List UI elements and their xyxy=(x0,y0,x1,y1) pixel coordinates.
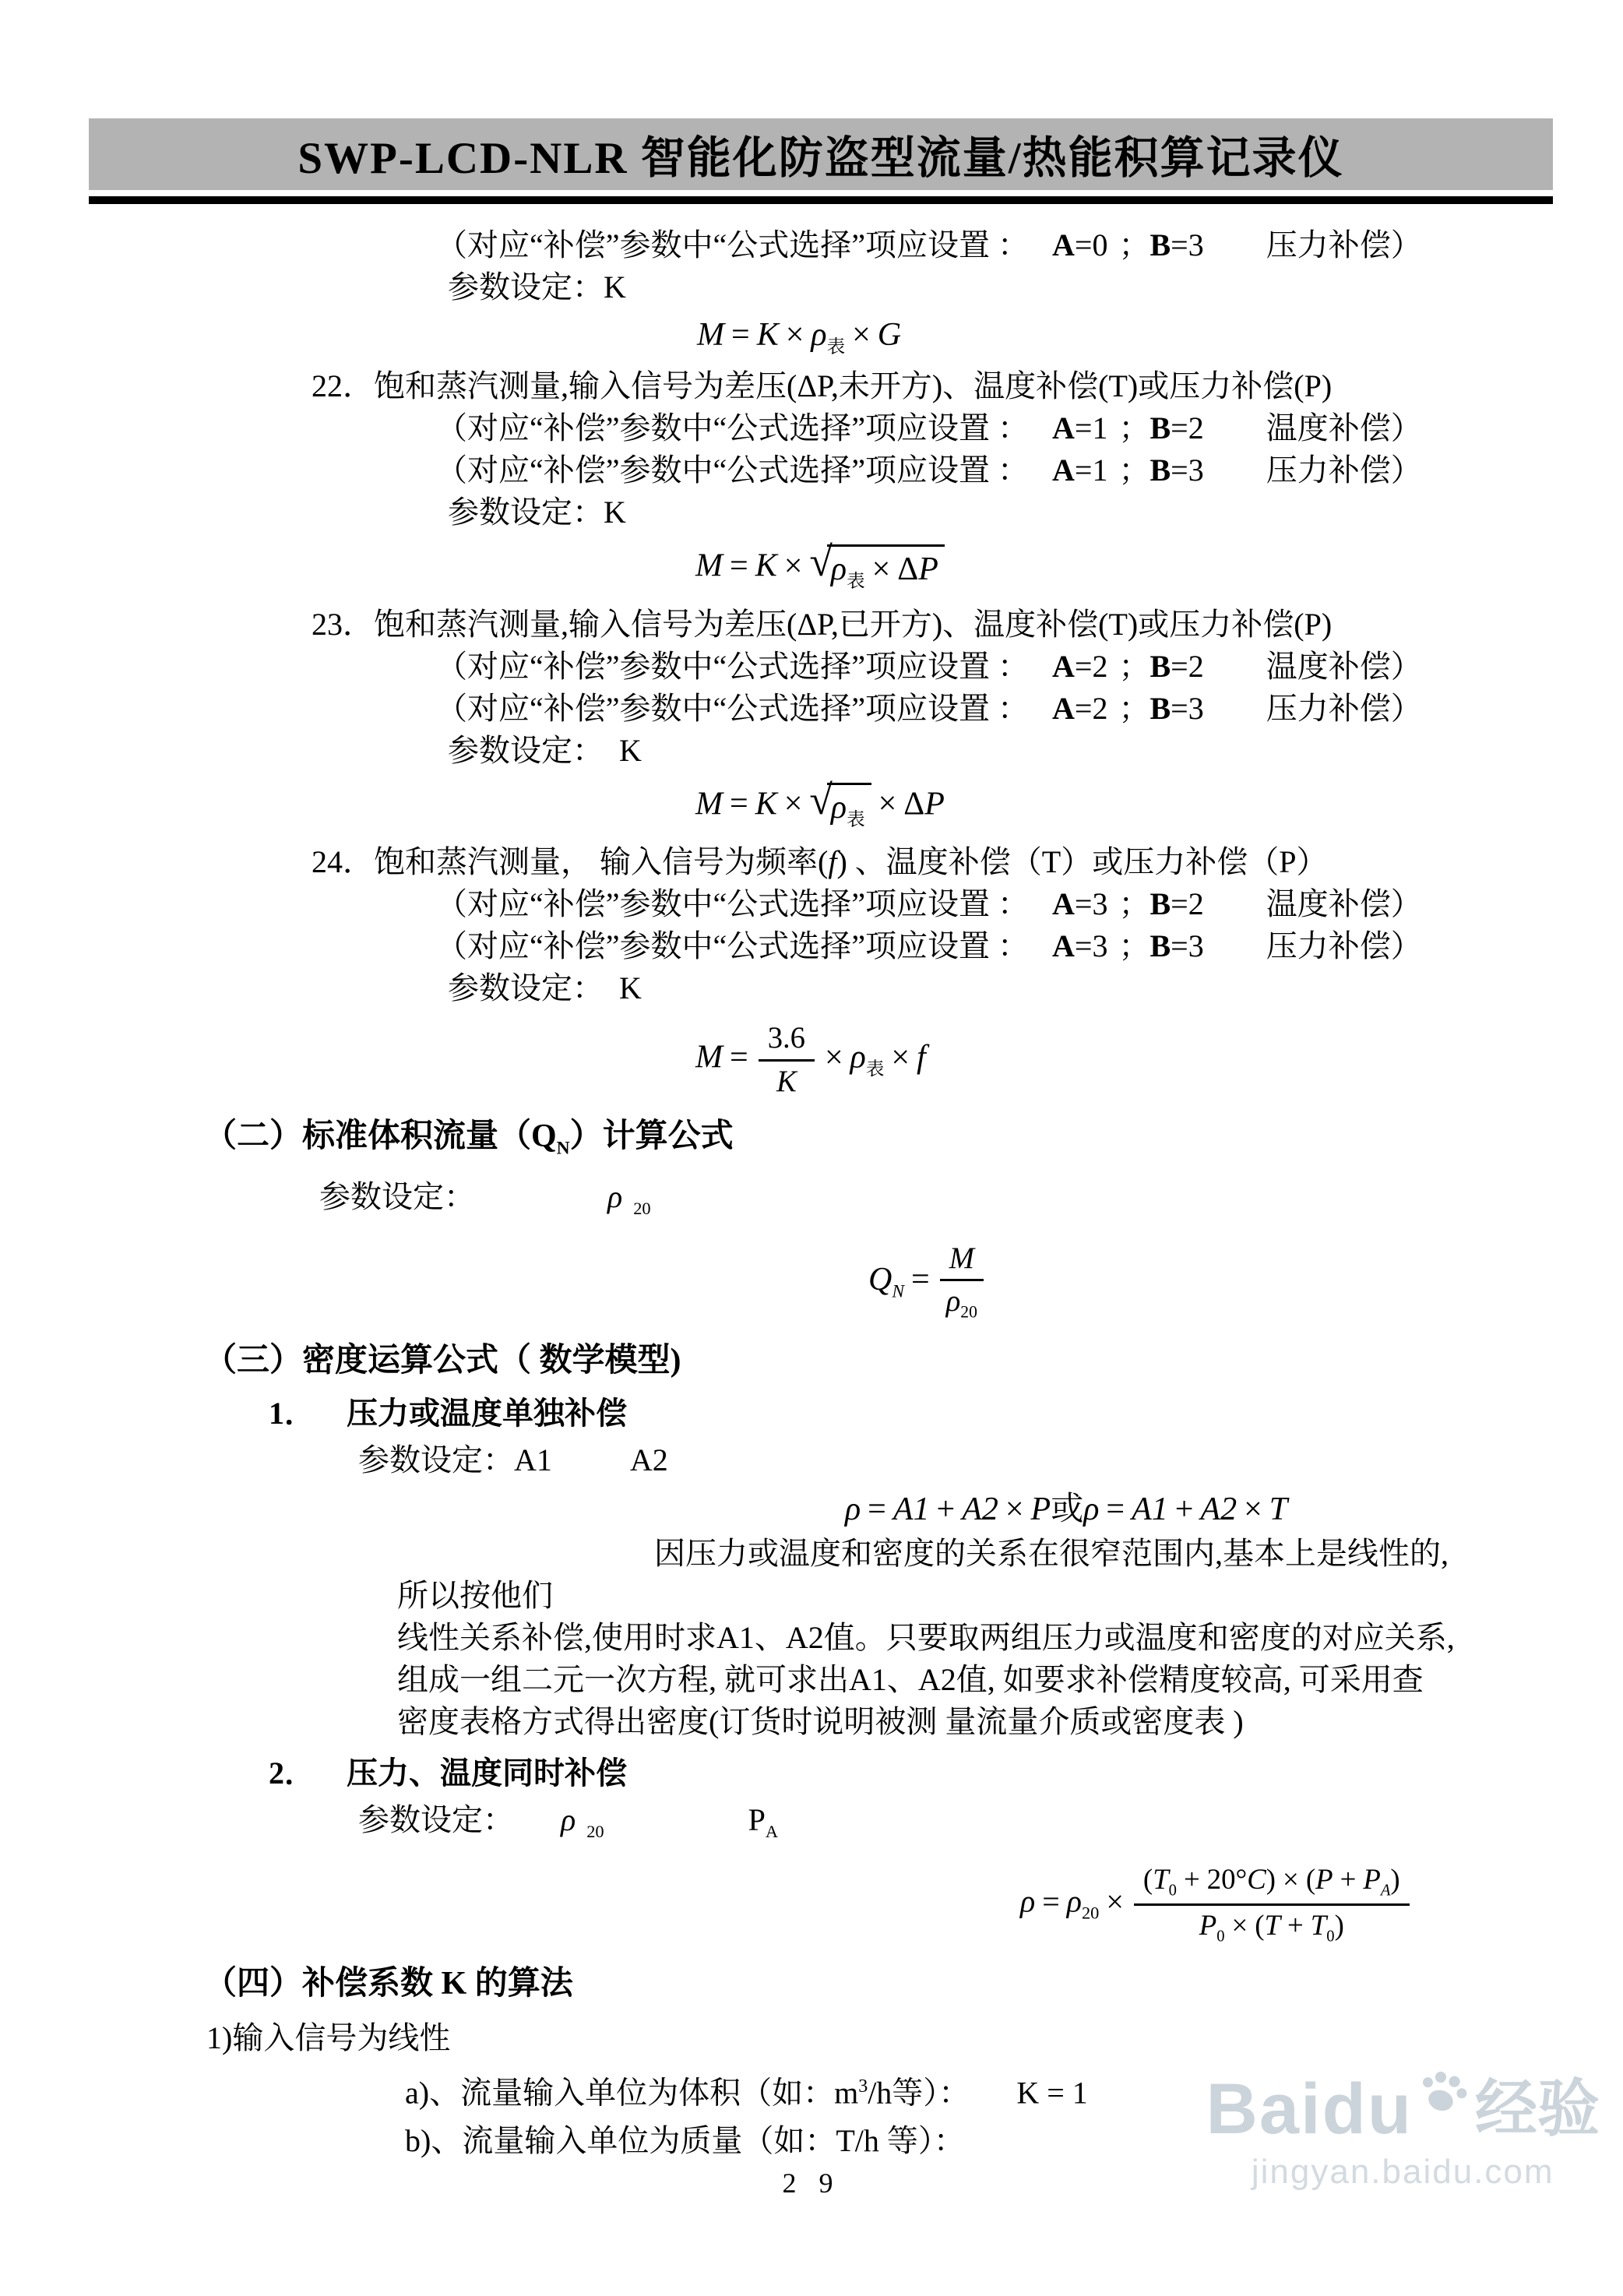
radicand xyxy=(827,544,945,592)
var-M: M xyxy=(695,786,723,822)
param-setting-line xyxy=(319,1176,1623,1230)
param-b-label: B xyxy=(1149,928,1171,964)
subscript-A: A xyxy=(1380,1882,1391,1900)
param-label: 参数设定： xyxy=(358,1442,514,1477)
times-sign: × xyxy=(1005,1491,1024,1527)
param-setting-line: 参数设定：K xyxy=(448,269,626,305)
subsection-number: 1． xyxy=(269,1395,315,1431)
page-number: 2 9 xyxy=(782,2167,841,2199)
note-separator: ； xyxy=(1118,410,1150,446)
var-P: P xyxy=(1030,1491,1051,1527)
var-K: K xyxy=(755,548,777,584)
param-a-value: =0 xyxy=(1074,227,1108,262)
var-A1: A1 xyxy=(1132,1491,1168,1527)
param-a-value: =3 xyxy=(1074,928,1108,964)
param-a-value: =1 xyxy=(1074,453,1108,488)
note-separator: ； xyxy=(1118,453,1150,488)
equals-sign: = xyxy=(868,1491,886,1527)
item-23: 23．饱和蒸汽测量,输入信号为差压(ΔP,已开方)、温度补偿(T)或压力补偿(P) xyxy=(312,606,1333,642)
param-a-value: =2 xyxy=(1074,690,1108,726)
param-b-label: B xyxy=(1149,886,1171,922)
algo-line-1: 1)输入信号为线性 xyxy=(206,2020,451,2055)
var-T: T xyxy=(1269,1491,1288,1527)
fraction-denominator xyxy=(1199,1906,1344,1946)
param-b-value: =2 xyxy=(1171,410,1204,446)
var-f: f xyxy=(828,844,837,880)
subsection-title: 压力或温度单独补偿 xyxy=(347,1395,627,1431)
section-heading-3: （三）密度运算公式（ 数学模型) xyxy=(204,1342,681,1379)
subscript-20: 20 xyxy=(960,1302,977,1322)
formula-select-note xyxy=(436,925,1623,967)
section-heading-2 xyxy=(204,1114,1623,1171)
compensation-type: 压力补偿） xyxy=(1266,928,1422,964)
var-rho: ρ xyxy=(845,1491,861,1527)
var-rho: ρ xyxy=(830,551,847,588)
formula-select-note xyxy=(436,407,1623,449)
param-label: 参数设定： xyxy=(319,1178,475,1214)
plus-sign: + xyxy=(1340,1862,1357,1895)
subscript-20: 20 xyxy=(633,1198,651,1218)
param-b-value: =3 xyxy=(1171,690,1204,726)
formula-select-note xyxy=(436,646,1623,688)
var-Q: Q xyxy=(868,1261,892,1298)
note-pre: （对应“补偿”参数中“公式选择”项应设置 ： xyxy=(436,453,1030,488)
number-20deg: 20° xyxy=(1206,1862,1248,1895)
var-K: K xyxy=(755,786,777,822)
param-setting-line: 参数设定： K xyxy=(448,732,642,768)
formula-standard-volume xyxy=(868,1242,1623,1322)
note-pre: （对应“补偿”参数中“公式选择”项应设置 ： xyxy=(436,690,1030,726)
algo-a-text: a)、流量输入单位为体积（如：m xyxy=(405,2075,859,2111)
fraction xyxy=(759,1022,815,1098)
subsection-title: 压力、温度同时补偿 xyxy=(347,1755,627,1791)
paragraph-line: 密度表格方式得出密度(订货时说明被测 量流量介质或密度表 ) xyxy=(397,1703,1244,1739)
var-P: P xyxy=(918,551,938,588)
algo-line-b: b)、流量输入单位为质量（如：T/h 等）： xyxy=(405,2123,965,2159)
times-sign: × xyxy=(1231,1908,1248,1941)
subscript-biao: 表 xyxy=(847,571,865,592)
header-rule xyxy=(89,196,1553,204)
times-sign: × xyxy=(878,786,897,822)
subscript-20: 20 xyxy=(586,1821,604,1841)
item-24-pre: 24．饱和蒸汽测量， 输入信号为频率( xyxy=(312,844,829,880)
plus-sign: + xyxy=(1183,1862,1200,1895)
subscript-0: 0 xyxy=(1168,1882,1177,1900)
watermark-url: jingyan.baidu.com xyxy=(1251,2153,1554,2191)
times-sign: × xyxy=(891,1039,910,1076)
var-G: G xyxy=(877,317,902,353)
radicand xyxy=(827,783,871,830)
compensation-type: 温度补偿） xyxy=(1266,410,1422,446)
heading-text: （四）补偿系数 xyxy=(204,1966,442,2002)
paragraph-line: 因压力或温度和密度的关系在很窄范围内,基本上是线性的, xyxy=(654,1535,1449,1571)
equals-sign: = xyxy=(730,548,748,584)
subsection-1 xyxy=(269,1393,1623,1435)
heading-text: ）计算公式 xyxy=(569,1118,734,1155)
times-sign: × xyxy=(871,551,891,588)
formula-sqrt-full xyxy=(695,538,1623,592)
formula-select-note xyxy=(436,224,1623,266)
paren: ) xyxy=(1266,1862,1276,1895)
param-a-label: A xyxy=(1052,453,1075,488)
var-K: K xyxy=(756,317,779,353)
formula-frequency xyxy=(695,1022,1623,1098)
square-root xyxy=(809,538,945,592)
param-b-value: =3 xyxy=(1171,453,1204,488)
paren: ) xyxy=(1334,1908,1344,1941)
var-A2: A2 xyxy=(1200,1491,1237,1527)
equals-sign: = xyxy=(731,317,750,353)
heading-text: 的算法 xyxy=(466,1966,573,2002)
note-separator: ； xyxy=(1118,227,1150,262)
paragraph-line: 组成一组二元一次方程, 就可求出A1、A2值, 如要求补偿精度较高, 可采用查 xyxy=(397,1661,1424,1697)
note-separator: ； xyxy=(1118,690,1150,726)
k-equals-1: K = 1 xyxy=(1016,2075,1088,2111)
param-b-label: B xyxy=(1149,227,1171,262)
equals-sign: = xyxy=(1106,1491,1125,1527)
note-pre: （对应“补偿”参数中“公式选择”项应设置 ： xyxy=(436,886,1030,922)
times-sign: × xyxy=(1283,1862,1299,1895)
var-T0: T xyxy=(1310,1908,1327,1941)
param-b-label: B xyxy=(1149,453,1171,488)
formula-select-note xyxy=(436,883,1623,925)
var-M: M xyxy=(695,548,723,584)
param-a-value: =1 xyxy=(1074,410,1108,446)
times-sign: × xyxy=(852,317,871,353)
watermark xyxy=(1206,2069,1600,2192)
subscript-0: 0 xyxy=(1326,1928,1335,1946)
var-A2: A2 xyxy=(962,1491,998,1527)
formula-density-full xyxy=(1020,1864,1623,1946)
item-22: 22．饱和蒸汽测量,输入信号为差压(ΔP,未开方)、温度补偿(T)或压力补偿(P) xyxy=(312,368,1333,404)
paren: ( xyxy=(1142,1862,1153,1895)
var-rho20: ρ xyxy=(1066,1883,1082,1919)
watermark-brand: Baidu xyxy=(1206,2069,1413,2149)
fraction-numerator xyxy=(1134,1864,1410,1906)
item-24-post: ) 、温度补偿（T）或压力补偿（P） xyxy=(836,844,1328,880)
subscript-A: A xyxy=(765,1821,779,1841)
subscript-20: 20 xyxy=(1081,1903,1100,1923)
plus-sign: + xyxy=(1287,1908,1304,1941)
subscript-N: N xyxy=(556,1138,570,1159)
plus-sign: + xyxy=(936,1491,956,1527)
subsection-number: 2． xyxy=(269,1755,315,1791)
var-M: M xyxy=(697,317,724,353)
var-K: K xyxy=(441,1966,467,2002)
var-P0: P xyxy=(1199,1908,1217,1941)
var-rho: ρ xyxy=(1020,1883,1036,1919)
var-P: P xyxy=(1315,1862,1333,1895)
var-rho: ρ xyxy=(830,789,847,826)
param-b-label: B xyxy=(1149,690,1171,726)
times-sign: × xyxy=(824,1039,843,1076)
note-separator: ； xyxy=(1118,648,1150,684)
equals-sign: = xyxy=(730,786,748,822)
compensation-type: 压力补偿） xyxy=(1266,453,1422,488)
formula-sqrt-rho xyxy=(695,776,1623,830)
paren: ( xyxy=(1255,1908,1265,1941)
param-a-label: A xyxy=(1052,648,1075,684)
param-setting-line xyxy=(358,1799,1623,1853)
var-f: f xyxy=(917,1039,926,1076)
param-a-value: =2 xyxy=(1074,648,1108,684)
section-heading-4 xyxy=(204,1961,1623,2006)
param-b-label: B xyxy=(1149,410,1171,446)
param-setting-line xyxy=(358,1439,1623,1481)
paren: ) xyxy=(1390,1862,1400,1895)
note-separator: ； xyxy=(1118,886,1150,922)
compensation-type: 温度补偿） xyxy=(1266,886,1422,922)
compensation-type: 压力补偿） xyxy=(1266,227,1422,262)
equals-sign: = xyxy=(730,1039,748,1076)
param-setting-line: 参数设定： K xyxy=(448,970,642,1006)
page-header-banner xyxy=(89,118,1553,190)
algo-a-text: /h等）： xyxy=(868,2075,970,2111)
param-b-value: =3 xyxy=(1171,928,1204,964)
subsection-2 xyxy=(269,1752,1623,1794)
note-separator: ； xyxy=(1118,928,1150,964)
paragraph-line: 线性关系补偿,使用时求A1、A2值。只要取两组压力或温度和密度的对应关系, xyxy=(397,1619,1455,1655)
param-A2: A2 xyxy=(629,1442,668,1477)
var-T: T xyxy=(1264,1908,1281,1941)
note-pre: （对应“补偿”参数中“公式选择”项应设置 ： xyxy=(436,227,1030,262)
var-T0: T xyxy=(1153,1862,1169,1895)
fraction-denominator xyxy=(946,1281,977,1322)
param-b-value: =2 xyxy=(1171,648,1204,684)
watermark-suffix: 经验 xyxy=(1475,2074,1600,2143)
fraction-denominator: K xyxy=(776,1065,797,1098)
equals-sign: = xyxy=(911,1261,930,1298)
var-P: P xyxy=(748,1801,766,1837)
times-sign: × xyxy=(1106,1883,1124,1919)
param-b-label: B xyxy=(1149,648,1171,684)
param-A1: A1 xyxy=(514,1442,552,1477)
equals-sign: = xyxy=(1042,1883,1060,1919)
delta-sign: Δ xyxy=(897,551,919,588)
times-sign: × xyxy=(783,548,803,584)
fraction-numerator: M xyxy=(940,1242,984,1282)
note-pre: （对应“补偿”参数中“公式选择”项应设置 ： xyxy=(436,928,1030,964)
radical-sign: √ xyxy=(809,776,833,823)
watermark-brand-row xyxy=(1206,2069,1600,2149)
param-label: 参数设定： xyxy=(358,1801,514,1837)
subscript-biao: 表 xyxy=(826,336,846,357)
fraction-numerator: 3.6 xyxy=(759,1022,815,1062)
item-24 xyxy=(312,841,1623,883)
note-pre: （对应“补偿”参数中“公式选择”项应设置 ： xyxy=(436,648,1030,684)
param-a-label: A xyxy=(1052,410,1075,446)
param-b-value: =2 xyxy=(1171,886,1204,922)
param-b-value: =3 xyxy=(1171,227,1204,262)
var-rho: ρ xyxy=(561,1801,576,1837)
radical-sign: √ xyxy=(809,538,833,586)
times-sign: × xyxy=(785,317,804,353)
subscript-N: N xyxy=(892,1281,905,1302)
compensation-type: 压力补偿） xyxy=(1266,690,1422,726)
document-body xyxy=(0,224,1623,2162)
var-P: P xyxy=(924,786,945,822)
subscript-0: 0 xyxy=(1216,1928,1225,1946)
plus-sign: + xyxy=(1174,1491,1194,1527)
var-C: C xyxy=(1247,1862,1266,1895)
fraction xyxy=(1134,1864,1410,1946)
heading-text: （二）标准体积流量（Q xyxy=(204,1118,557,1155)
param-a-value: =3 xyxy=(1074,886,1108,922)
or-word: 或 xyxy=(1051,1491,1084,1527)
paragraph-line: 所以按他们 xyxy=(397,1577,553,1613)
var-PA: P xyxy=(1363,1862,1381,1895)
square-root xyxy=(809,776,871,830)
subscript-biao: 表 xyxy=(865,1059,885,1080)
var-rho: ρ xyxy=(1083,1491,1100,1527)
compensation-type: 温度补偿） xyxy=(1266,648,1422,684)
note-pre: （对应“补偿”参数中“公式选择”项应设置 ： xyxy=(436,410,1030,446)
param-a-label: A xyxy=(1052,690,1075,726)
var-M: M xyxy=(695,1039,723,1076)
page-title: SWP-LCD-NLR 智能化防盗型流量/热能积算记录仪 xyxy=(297,134,1344,183)
formula-select-note xyxy=(436,688,1623,730)
delta-sign: Δ xyxy=(903,786,925,822)
var-rho: ρ xyxy=(607,1178,623,1214)
fraction xyxy=(940,1242,984,1322)
var-rho: ρ xyxy=(945,1285,961,1319)
formula-mass-flow-g xyxy=(697,316,1623,357)
subscript-biao: 表 xyxy=(847,809,865,830)
var-rho: ρ xyxy=(850,1039,866,1076)
param-a-label: A xyxy=(1052,928,1075,964)
superscript-3: 3 xyxy=(858,2076,868,2097)
formula-density-linear xyxy=(845,1491,1623,1528)
param-setting-line: 参数设定：K xyxy=(448,495,626,530)
times-sign: × xyxy=(783,786,803,822)
paren: ( xyxy=(1305,1862,1316,1895)
param-a-label: A xyxy=(1052,227,1075,262)
param-a-label: A xyxy=(1052,886,1075,922)
var-A1: A1 xyxy=(892,1491,930,1527)
formula-select-note xyxy=(436,449,1623,491)
times-sign: × xyxy=(1244,1491,1262,1527)
var-rho: ρ xyxy=(811,317,827,353)
